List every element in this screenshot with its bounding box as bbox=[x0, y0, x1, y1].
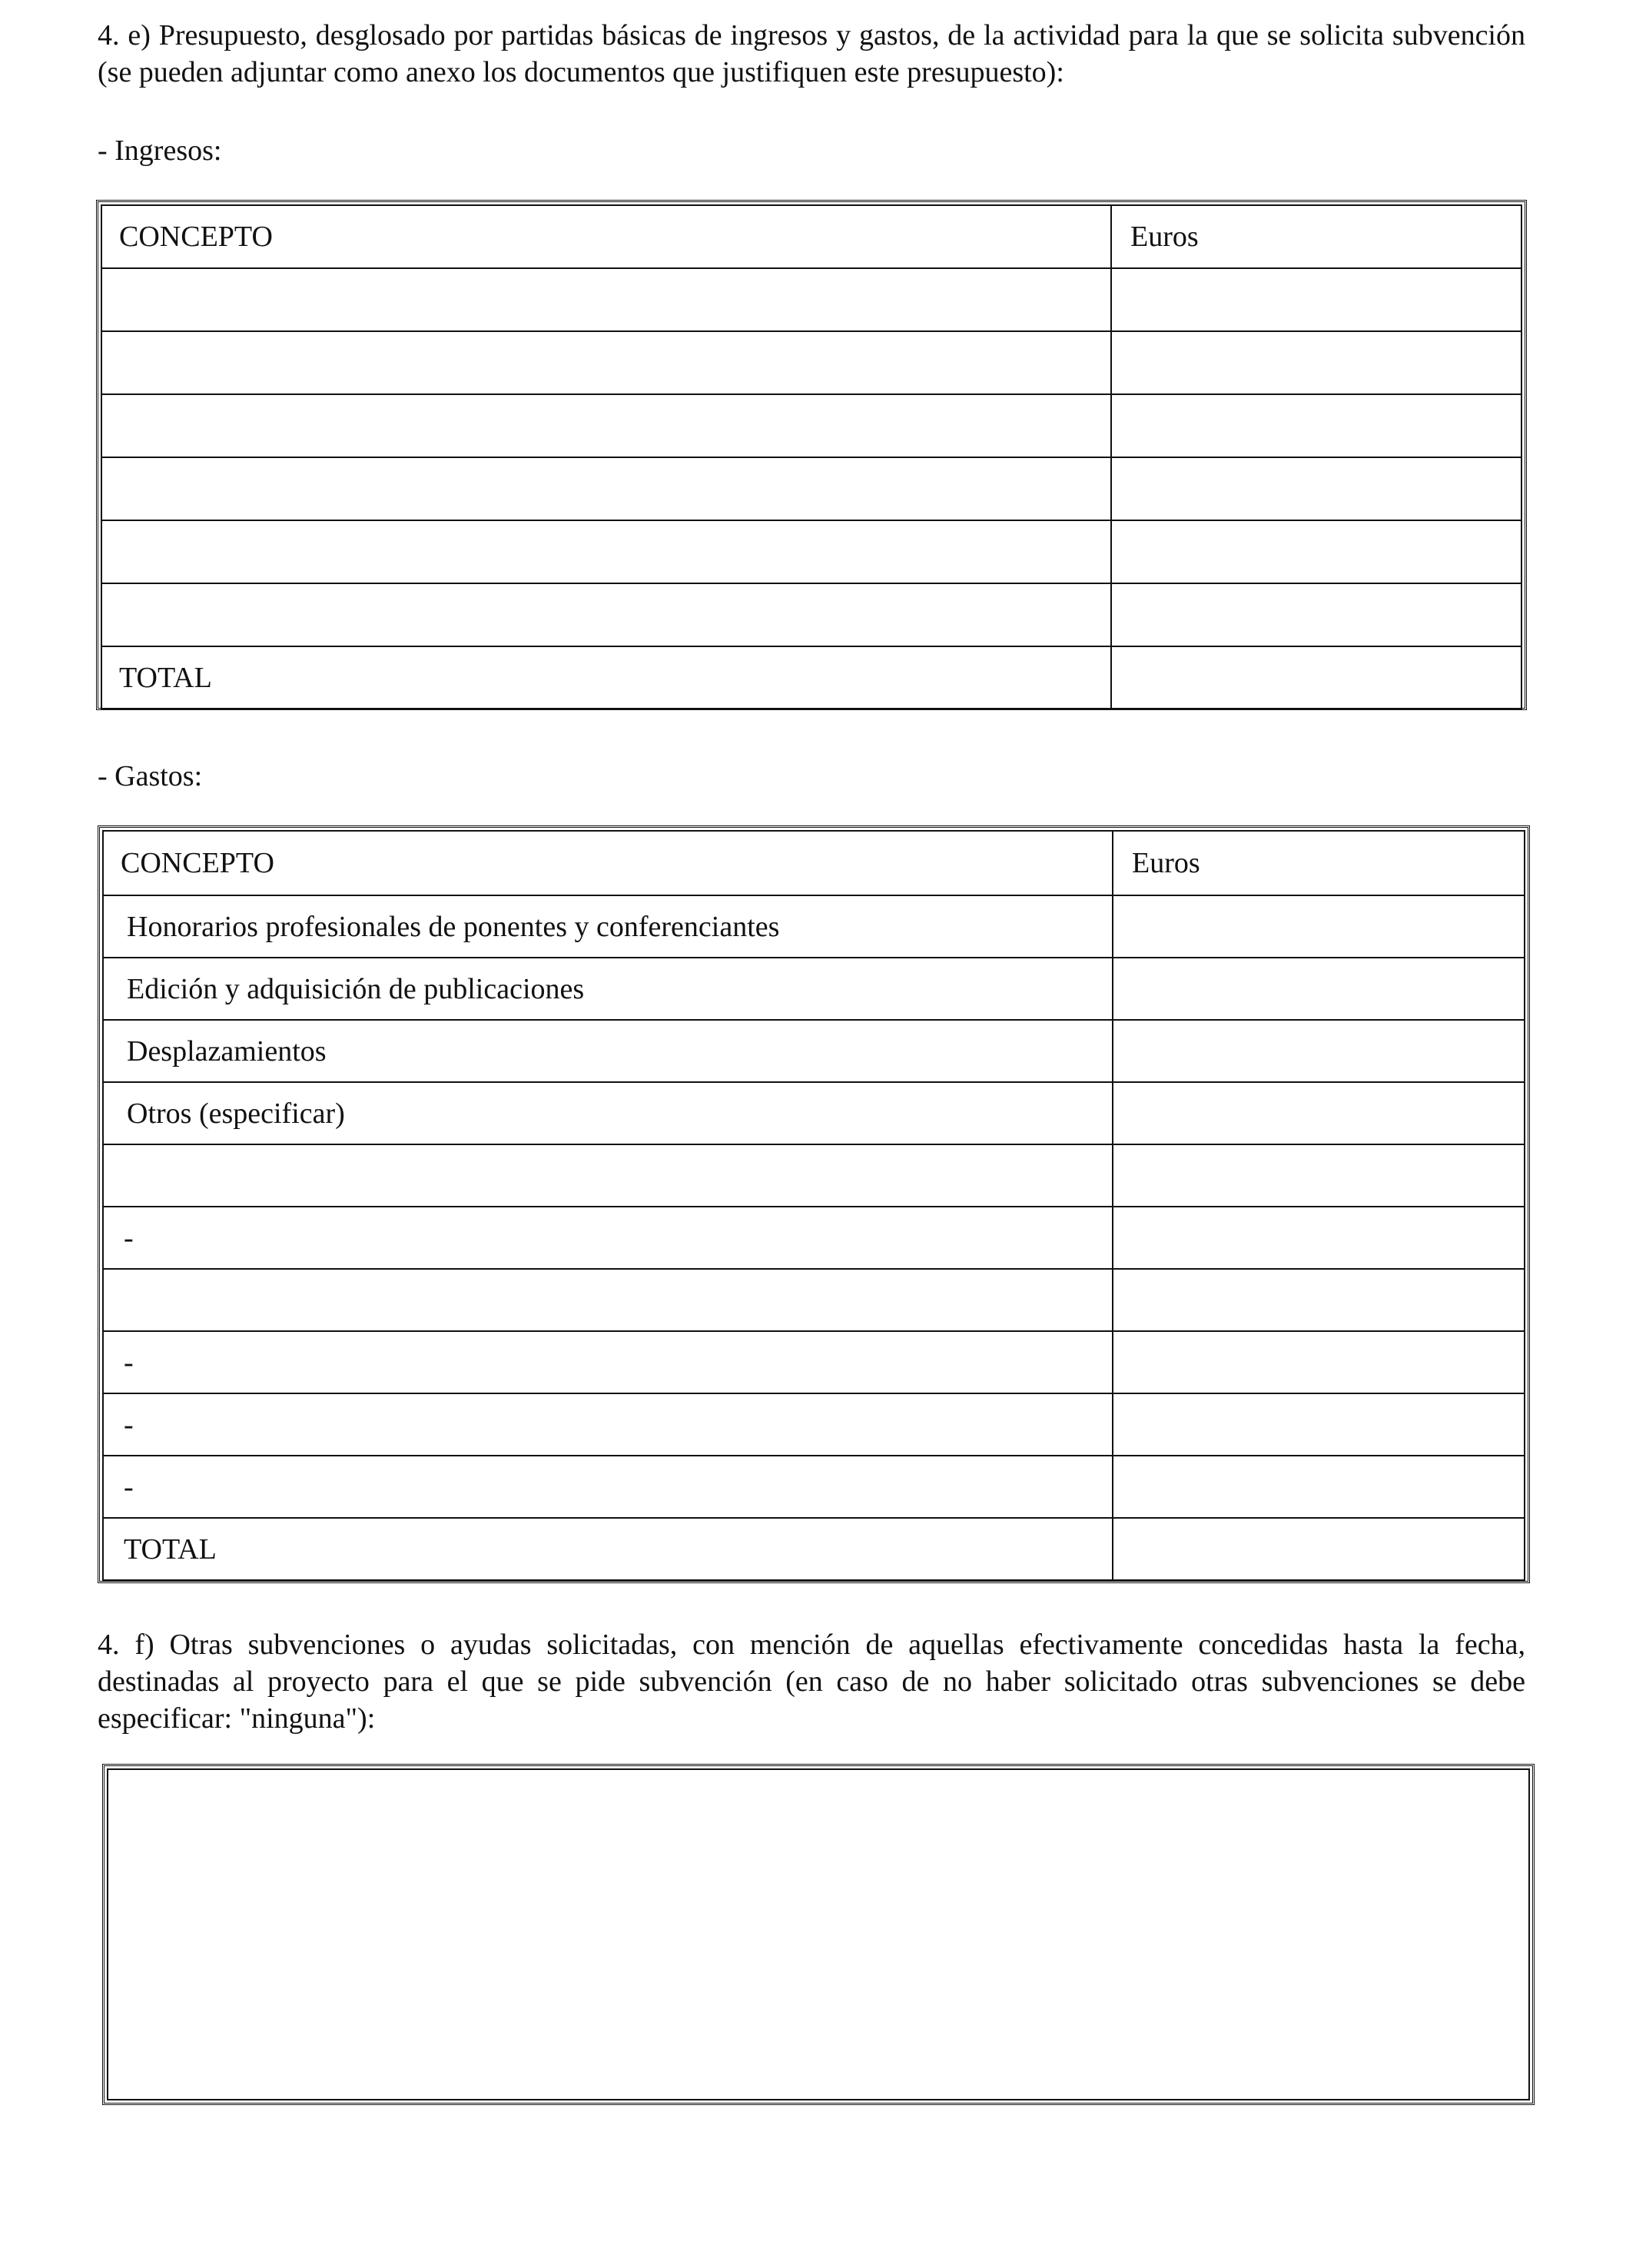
gastos-header-euros: Euros bbox=[1113, 831, 1525, 895]
gastos-total-euros[interactable] bbox=[1113, 1518, 1525, 1580]
gastos-row-euros[interactable] bbox=[1113, 1269, 1525, 1331]
gastos-row-euros[interactable] bbox=[1113, 958, 1525, 1020]
gastos-label: - Gastos: bbox=[98, 760, 203, 792]
ingresos-row bbox=[101, 331, 1521, 394]
ingresos-total-label: TOTAL bbox=[101, 646, 1111, 709]
ingresos-header-euros: Euros bbox=[1111, 205, 1521, 268]
gastos-table bbox=[98, 825, 1530, 1583]
ingresos-row-concepto[interactable] bbox=[101, 394, 1111, 457]
gastos-row bbox=[103, 1456, 1525, 1518]
gastos-row bbox=[103, 1269, 1525, 1331]
section-e-text: 4. e) Presupuesto, desglosado por partidas básicas de ingresos y gastos, de la actividad para la que se solicita subvención (se pueden adjuntar como anexo los documentos que justifiquen este presupuesto): bbox=[98, 19, 1525, 88]
ingresos-header-row bbox=[101, 205, 1521, 268]
gastos-row-euros[interactable] bbox=[1113, 1393, 1525, 1456]
gastos-row bbox=[103, 1331, 1525, 1393]
gastos-row-concepto[interactable]: - bbox=[103, 1331, 1113, 1393]
section-f-text: 4. f) Otras subvenciones o ayudas solicitadas, con mención de aquellas efectivamente concedidas hasta la fecha, destinadas al proyecto para el que se pide subvención (en caso de no haber solicitado otras subvenciones se debe especificar: "ninguna"): bbox=[98, 1629, 1525, 1735]
ingresos-header-concepto: CONCEPTO bbox=[101, 205, 1111, 268]
gastos-row-concepto[interactable] bbox=[103, 1269, 1113, 1331]
gastos-row-concepto[interactable]: Honorarios profesionales de ponentes y conferenciantes bbox=[103, 895, 1113, 958]
ingresos-row-euros[interactable] bbox=[1111, 394, 1521, 457]
ingresos-row-euros[interactable] bbox=[1111, 457, 1521, 520]
ingresos-row-concepto[interactable] bbox=[101, 583, 1111, 646]
other-subsidies-box bbox=[102, 1764, 1535, 2105]
ingresos-row bbox=[101, 520, 1521, 583]
gastos-row-concepto[interactable]: Edición y adquisición de publicaciones bbox=[103, 958, 1113, 1020]
gastos-row-euros[interactable] bbox=[1113, 1331, 1525, 1393]
gastos-row-euros[interactable] bbox=[1113, 1207, 1525, 1269]
gastos-row bbox=[103, 1207, 1525, 1269]
gastos-row bbox=[103, 1020, 1525, 1082]
gastos-row-euros[interactable] bbox=[1113, 1082, 1525, 1144]
other-subsidies-field[interactable] bbox=[107, 1768, 1530, 2100]
ingresos-row-concepto[interactable] bbox=[101, 520, 1111, 583]
ingresos-row-euros[interactable] bbox=[1111, 520, 1521, 583]
ingresos-row-euros[interactable] bbox=[1111, 268, 1521, 331]
gastos-row-euros[interactable] bbox=[1113, 1144, 1525, 1207]
gastos-row bbox=[103, 958, 1525, 1020]
gastos-row-concepto[interactable]: - bbox=[103, 1393, 1113, 1456]
ingresos-row-euros[interactable] bbox=[1111, 331, 1521, 394]
gastos-row bbox=[103, 1144, 1525, 1207]
ingresos-label: - Ingresos: bbox=[98, 134, 222, 167]
ingresos-row bbox=[101, 583, 1521, 646]
ingresos-row-concepto[interactable] bbox=[101, 331, 1111, 394]
gastos-row bbox=[103, 1082, 1525, 1144]
gastos-row-concepto[interactable] bbox=[103, 1144, 1113, 1207]
gastos-row-euros[interactable] bbox=[1113, 895, 1525, 958]
gastos-total-label: TOTAL bbox=[103, 1518, 1113, 1580]
gastos-row bbox=[103, 1393, 1525, 1456]
ingresos-row-concepto[interactable] bbox=[101, 268, 1111, 331]
ingresos-row-concepto[interactable] bbox=[101, 457, 1111, 520]
gastos-row-concepto[interactable]: - bbox=[103, 1456, 1113, 1518]
gastos-row-euros[interactable] bbox=[1113, 1020, 1525, 1082]
ingresos-row bbox=[101, 268, 1521, 331]
gastos-total-row bbox=[103, 1518, 1525, 1580]
ingresos-row bbox=[101, 394, 1521, 457]
gastos-row-concepto[interactable]: Desplazamientos bbox=[103, 1020, 1113, 1082]
gastos-header-concepto: CONCEPTO bbox=[103, 831, 1113, 895]
ingresos-row-euros[interactable] bbox=[1111, 583, 1521, 646]
gastos-header-row bbox=[103, 831, 1525, 895]
gastos-row-euros[interactable] bbox=[1113, 1456, 1525, 1518]
ingresos-total-euros[interactable] bbox=[1111, 646, 1521, 709]
gastos-row-concepto[interactable]: Otros (especificar) bbox=[103, 1082, 1113, 1144]
gastos-row bbox=[103, 895, 1525, 958]
gastos-row-concepto[interactable]: - bbox=[103, 1207, 1113, 1269]
ingresos-total-row bbox=[101, 646, 1521, 709]
ingresos-row bbox=[101, 457, 1521, 520]
ingresos-table bbox=[96, 200, 1527, 710]
